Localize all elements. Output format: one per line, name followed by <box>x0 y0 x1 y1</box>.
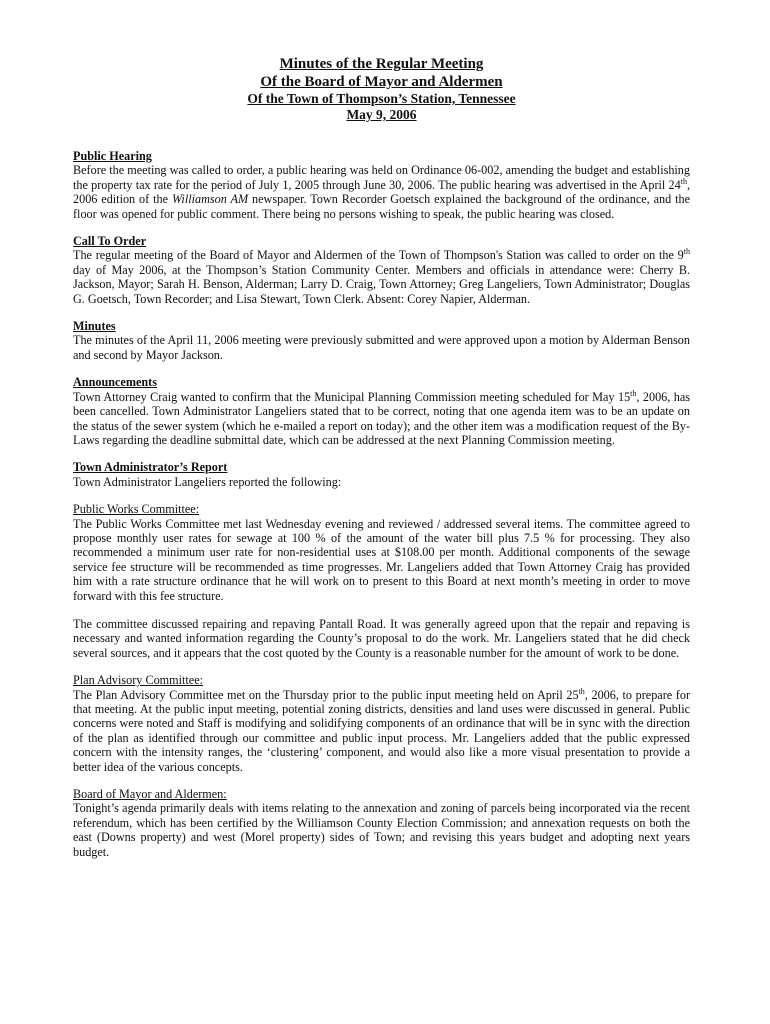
superscript: th <box>630 388 637 398</box>
board-text: Tonight’s agenda primarily deals with items relating to the annexation and zoning of parcels being incorporated via the recent referendum, which has been certified by the Williamson County Election Commission; and annexation requests on both the east (Downs property) and west (Morel property) sides of Town; and revising this years budget and adopting next years budget. <box>73 801 690 859</box>
call-to-order-heading: Call To Order <box>73 234 147 249</box>
public-works-text-2: The committee discussed repairing and repaving Pantall Road. It was generally agreed upon that the repair and repaving is necessary and wanted information regarding the County’s proposal to do the work. Mr. Langeliers stated that he did check several sources, and it appears that the cost quoted by the County is a reasonable number for the amount of work to be done. <box>73 616 690 660</box>
public-hearing-heading: Public Hearing <box>73 149 152 163</box>
announcements-text-b: , 2006, has been cancelled. Town Administrator Langeliers stated that to be correct, noting that one agenda item was to be an update on the status of the sewer system (which he e-mailed a report on today); and the other item was a modification request of the By-Laws regarding the deadline submittal date, which can be addressed at the next Planning Commission meeting. <box>73 389 691 447</box>
section-public-hearing <box>73 149 690 221</box>
public-works-text-1: The Public Works Committee met last Wednesday evening and reviewed / addressed several items. The committee agreed to propose monthly user rates for sewage at 100 % of the amount of the water bill plus 7.5 % for processing. They also recommended a minimum user rate for non-residential uses at $108.00 per month. Additional components of the sewage service fee structure will be recommended as time progresses. Mr. Langeliers added that Town Attorney Craig has provided him with a rate structure ordinance that he will work on to present to this Board at next month’s meeting in order to move forward with this fee structure. <box>73 516 690 603</box>
section-call-to-order <box>73 234 690 306</box>
section-board <box>73 787 690 859</box>
section-minutes <box>73 319 690 362</box>
public-hearing-text <box>73 163 690 221</box>
title-line-1: Minutes of the Regular Meeting <box>279 56 484 72</box>
administrator-report-text: Town Administrator Langeliers reported the following: <box>73 474 342 489</box>
superscript: th <box>578 686 585 696</box>
board-heading: Board of Mayor and Aldermen: <box>73 787 227 802</box>
document-title <box>73 55 690 123</box>
call-to-order-text-a: The regular meeting of the Board of Mayor and Aldermen of the Town of Thompson's Station was called to order on the 9 <box>73 248 684 263</box>
announcements-heading: Announcements <box>73 375 157 390</box>
plan-advisory-text <box>73 688 690 774</box>
minutes-heading: Minutes <box>73 319 116 334</box>
call-to-order-text <box>73 248 690 306</box>
title-line-3: Of the Town of Thompson’s Station, Tennessee <box>247 91 516 106</box>
announcements-text <box>73 390 690 448</box>
superscript: th <box>680 176 687 186</box>
call-to-order-text-b: day of May 2006, at the Thompson’s Station Community Center. Members and officials in attendance were: Cherry B. Jackson, Mayor; Sarah H. Benson, Alderman; Larry D. Craig, Town Attorney; Greg Langeliers, Town Administrator; Douglas G. Goetsch, Town Recorder; and Lisa Stewart, Town Clerk. Absent: Corey Napier, Alderman. <box>73 262 690 306</box>
public-works-heading: Public Works Committee: <box>73 502 200 517</box>
administrator-report-heading: Town Administrator’s Report <box>73 460 228 475</box>
public-hearing-text-c: newspaper. Town Recorder Goetsch explained the background of the ordinance, and the floor was opened for public comment. There being no persons wishing to speak, the public hearing was closed. <box>73 192 691 221</box>
plan-advisory-heading: Plan Advisory Committee: <box>73 673 203 688</box>
minutes-text: The minutes of the April 11, 2006 meeting were previously submitted and were approved upon a motion by Alderman Benson and second by Mayor Jackson. <box>73 333 690 362</box>
superscript: th <box>683 247 690 257</box>
title-line-2: Of the Board of Mayor and Aldermen <box>260 74 503 90</box>
plan-advisory-text-b: , 2006, to prepare for that meeting. At the public input meeting, potential zoning districts, densities and land uses were discussed in general. Public concerns were noted and Staff is modifying and solidifying components of an ordinance that will be in sync with the direction of the plan as identified through our committee and public input process. Mr. Langeliers added that the public expressed concern with the intensity ranges, the ‘clustering’ component, and would also like a more visual presentation to provide a better idea of the various concepts. <box>73 687 691 774</box>
public-hearing-text-a: Before the meeting was called to order, a public hearing was held on Ordinance 06-002, amending the budget and establishing the property tax rate for the period of July 1, 2005 through June 30, 2006. The public hearing was advertised in the April 24 <box>73 163 690 192</box>
plan-advisory-text-a: The Plan Advisory Committee met on the Thursday prior to the public input meeting held on April 25 <box>73 687 579 702</box>
title-date: May 9, 2006 <box>346 107 417 122</box>
public-hearing-text-b: , 2006 edition of the <box>73 177 690 207</box>
newspaper-name: Williamson AM <box>171 192 249 207</box>
section-administrator-report <box>73 460 690 489</box>
section-plan-advisory <box>73 673 690 774</box>
announcements-text-a: Town Attorney Craig wanted to confirm that the Municipal Planning Commission meeting scheduled for May 15 <box>73 389 631 404</box>
section-announcements <box>73 375 690 447</box>
section-public-works <box>73 502 690 660</box>
